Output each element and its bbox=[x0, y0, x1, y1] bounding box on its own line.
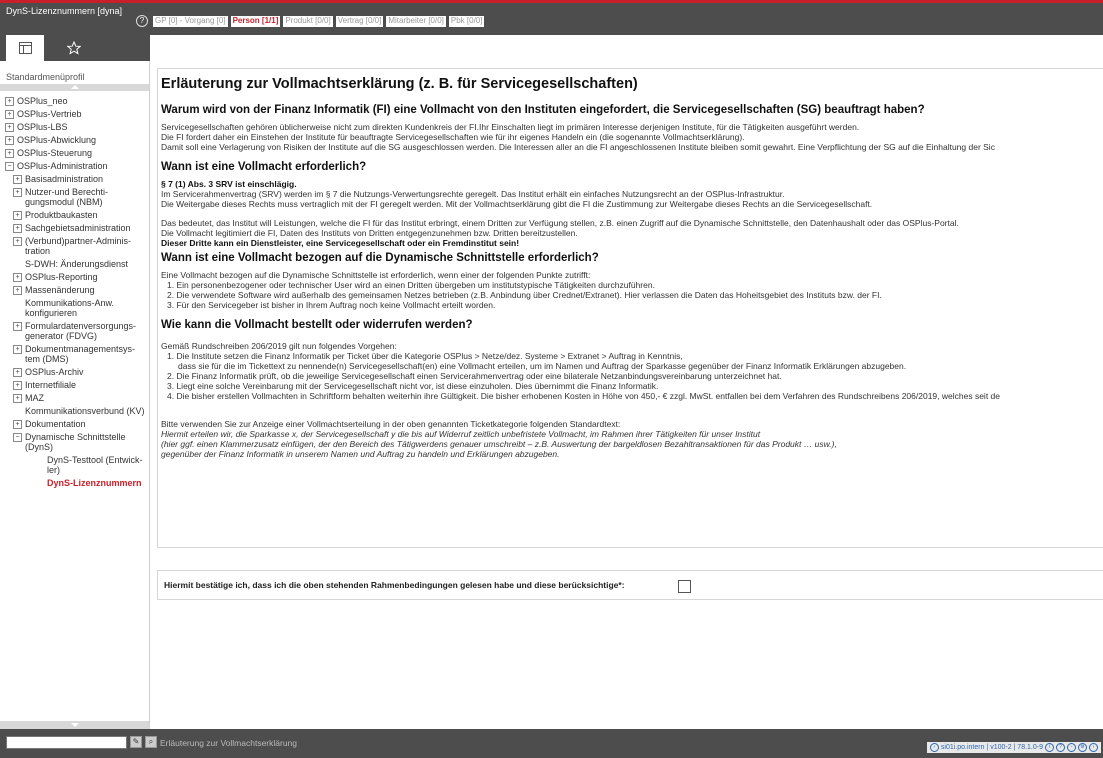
sidebar-item[interactable] bbox=[0, 234, 149, 257]
sidebar-item[interactable] bbox=[0, 404, 149, 417]
sidebar-item-label: S-DWH: Änderungsdienst bbox=[25, 258, 129, 269]
context-tabs bbox=[136, 15, 484, 27]
sidebar-item[interactable] bbox=[0, 133, 149, 146]
sidebar-item[interactable] bbox=[0, 319, 149, 342]
expand-icon[interactable]: + bbox=[5, 110, 14, 119]
system-info-text: si01i.po.intern | v100-2 | 78.1.0-9 bbox=[940, 744, 1043, 751]
confirmation-checkbox[interactable] bbox=[678, 580, 691, 593]
standard-text-intro: Bitte verwenden Sie zur Anzeige einer Vollmachtserteilung in der oben genannten Ticketkategorie folgenden Standardtext: bbox=[161, 419, 621, 429]
sidebar-item-label: Sachgebietsadministration bbox=[25, 222, 131, 233]
sidebar-item-label: OSPlus-Administration bbox=[17, 160, 108, 171]
expand-icon[interactable]: + bbox=[13, 188, 22, 197]
tab-pbk[interactable]: Pbk [0/0] bbox=[450, 15, 483, 25]
info-left-icon[interactable]: ‹ bbox=[930, 743, 939, 752]
info-right-icon[interactable]: › bbox=[1089, 743, 1098, 752]
expand-icon[interactable]: + bbox=[5, 123, 14, 132]
sidebar-item[interactable] bbox=[0, 172, 149, 185]
sidebar-item-label: Nutzer-und Berechti-gungsmodul (NBM) bbox=[25, 186, 109, 207]
info-icon[interactable]: i bbox=[1045, 743, 1054, 752]
sidebar-menu bbox=[0, 92, 149, 489]
sidebar-item-label: Kommunikationsverbund (KV) bbox=[25, 405, 145, 416]
help-icon[interactable]: ? bbox=[1056, 743, 1065, 752]
expand-icon[interactable]: + bbox=[13, 381, 22, 390]
list-item: 1. Die Institute setzen die Finanz Informatik per Ticket über die Kategorie OSPlus > Netze/dez. Systeme > Extranet > Auftrag in Kenntnis, bbox=[167, 351, 683, 361]
paragraph: Die Vollmacht legitimiert die FI, Daten des Instituts von Dritten entgegenzunehmen bzw. Dritten bereitzustellen. bbox=[161, 228, 578, 238]
sidebar-item[interactable] bbox=[0, 296, 149, 319]
list-item: 3. Für den Servicegeber ist bisher in Ihrem Auftrag noch keine Vollmacht erteilt worden. bbox=[167, 300, 496, 310]
sidebar-tabs bbox=[0, 35, 150, 61]
standard-text-line: (hier ggf. einen Klammerzusatz einfügen, der den Bereich des Tätigwerdens genauer umschreibt – z.B. Auswertung der bargeldlosen Bezahltransaktionen für das Produkt … usw.), bbox=[161, 439, 837, 449]
standard-text-line: Hiermit erteilen wir, die Sparkasse x, der Servicegesellschaft y die bis auf Widerruf zeitlich unbefristete Vollmacht, im Rahmen ihrer Tätigkeiten für unser Institut bbox=[161, 429, 761, 439]
search-icon[interactable]: ⌕ bbox=[145, 736, 157, 748]
sidebar-item[interactable] bbox=[0, 453, 149, 476]
sidebar-item[interactable] bbox=[0, 257, 149, 270]
sidebar-item[interactable] bbox=[0, 159, 149, 172]
sidebar-item-label: MAZ bbox=[25, 392, 44, 403]
paragraph: Die Weitergabe dieses Rechts muss vertraglich mit der FI geregelt werden. Mit der Vollmachtserklärung gibt die FI die Zustimmung zur Weitergabe dieses Rechts an die Servicegesellschaft. bbox=[161, 199, 873, 209]
sidebar-item[interactable] bbox=[0, 146, 149, 159]
sidebar-item[interactable] bbox=[0, 476, 149, 489]
sidebar-item-label: OSPlus-LBS bbox=[17, 121, 68, 132]
sidebar-item-label: DynS-Lizenznummern bbox=[47, 477, 142, 488]
edit-icon[interactable]: ✎ bbox=[130, 736, 142, 748]
sidebar-item-label: Basisadministration bbox=[25, 173, 104, 184]
tab-person[interactable]: Person [1/1] bbox=[232, 15, 279, 25]
tab-mitarbeiter[interactable]: Mitarbeiter [0/0] bbox=[388, 15, 444, 25]
list-item: 2. Die verwendete Software wird außerhalb des gemeinsamen Netzes betrieben (z.B. Anbindung über Crednet/Extranet). Hier verlassen die Daten das Hoheitsgebiet des Instituts bzw. der FI. bbox=[167, 290, 882, 300]
sidebar-item[interactable] bbox=[0, 283, 149, 296]
sidebar-item[interactable] bbox=[0, 94, 149, 107]
help-icon[interactable]: ? bbox=[136, 15, 148, 27]
expand-icon[interactable]: + bbox=[13, 368, 22, 377]
confirmation-box bbox=[157, 570, 1103, 600]
sidebar-item-label: Internetfiliale bbox=[25, 379, 77, 390]
page-title: Erläuterung zur Vollmachtserklärung (z. B. für Servicegesellschaften) bbox=[161, 76, 638, 92]
standard-text-line: gegenüber der Finanz Informatik in unserem Namen und Auftrag zu handeln und Erklärungen abzugeben. bbox=[161, 449, 560, 459]
paragraph-bold: Dieser Dritte kann ein Dienstleister, eine Servicegesellschaft oder ein Fremdinstitut sein! bbox=[161, 238, 520, 248]
app-title: DynS-Lizenznummern [dyna] bbox=[6, 6, 123, 16]
expand-icon[interactable]: + bbox=[13, 224, 22, 233]
sidebar-item[interactable] bbox=[0, 430, 149, 453]
sidebar-item-label: Produktbaukasten bbox=[25, 209, 98, 220]
top-toolbar bbox=[0, 3, 1103, 35]
paragraph: Eine Vollmacht bezogen auf die Dynamische Schnittstelle ist erforderlich, wenn einer der folgenden Punkte zutrifft: bbox=[161, 270, 591, 280]
sidebar-item-label: OSPlus-Reporting bbox=[25, 271, 98, 282]
settings-icon[interactable]: ⚙ bbox=[1078, 743, 1087, 752]
expand-icon[interactable]: + bbox=[13, 420, 22, 429]
sidebar-item-label: Formulardatenversorgungs-generator (FDVG) bbox=[25, 320, 137, 341]
menu-profile-label: Standardmenüprofil bbox=[6, 72, 85, 82]
sidebar-item-label: OSPlus_neo bbox=[17, 95, 68, 106]
content-panel bbox=[157, 68, 1103, 548]
sidebar-item[interactable] bbox=[0, 378, 149, 391]
status-page-title: Erläuterung zur Vollmachtserklärung bbox=[160, 738, 298, 748]
menu-tree-icon bbox=[19, 42, 32, 54]
expand-icon[interactable]: + bbox=[13, 322, 22, 331]
status-bar bbox=[0, 729, 1103, 758]
list-item: 1. Ein personenbezogener oder technischer User wird an einen Dritten übergeben um institutstypische Tätigkeiten durchzuführen. bbox=[167, 280, 655, 290]
sidebar-item-label: (Verbund)partner-Adminis-tration bbox=[25, 235, 132, 256]
sidebar-item[interactable] bbox=[0, 391, 149, 404]
section-heading-when: Wann ist eine Vollmacht erforderlich? bbox=[161, 161, 367, 173]
sidebar bbox=[0, 61, 150, 729]
expand-icon[interactable]: + bbox=[13, 211, 22, 220]
sidebar-item[interactable] bbox=[0, 185, 149, 208]
expand-icon[interactable]: + bbox=[13, 175, 22, 184]
expand-icon[interactable]: + bbox=[5, 149, 14, 158]
list-item-continuation: dass sie für die im Tickettext zu nennende(n) Servicegesellschaft(en) eine Vollmacht erteilen, um im Namen und Auftrag der Sparkasse gegenüber der Finanz Informatik Erklärungen abzugeben. bbox=[178, 361, 907, 371]
sidebar-scroll-up[interactable] bbox=[0, 84, 149, 91]
section-heading-dyns: Wann ist eine Vollmacht bezogen auf die Dynamische Schnittstelle erforderlich? bbox=[161, 252, 599, 264]
tab-gp-vorgang[interactable]: GP [0] - Vorgang [0] bbox=[155, 15, 226, 25]
expand-icon[interactable]: + bbox=[5, 136, 14, 145]
section-heading-order: Wie kann die Vollmacht bestellt oder widerrufen werden? bbox=[161, 319, 473, 331]
tab-favorites[interactable] bbox=[55, 35, 93, 61]
expand-icon[interactable]: + bbox=[13, 237, 22, 246]
expand-icon[interactable]: + bbox=[13, 345, 22, 354]
sidebar-item[interactable] bbox=[0, 270, 149, 283]
sidebar-item-label: OSPlus-Vertrieb bbox=[17, 108, 82, 119]
sidebar-item-label: Dokumentation bbox=[25, 418, 86, 429]
paragraph: Das bedeutet, das Institut will Leistungen, welche die FI für das Institut erbringt, einem Dritten zur Verfügung stellen, z.B. einen Zugriff auf die Dynamische Schnittstelle, den Datenhaushalt oder das OSPlus-Portal. bbox=[161, 218, 959, 228]
tab-produkt[interactable]: Produkt [0/0] bbox=[285, 15, 331, 25]
section-heading-why: Warum wird von der Finanz Informatik (FI) eine Vollmacht von den Instituten eingefordert, die Servicegesellschaften (SG) beauftragt haben? bbox=[161, 104, 925, 116]
tab-vertrag[interactable]: Vertrag [0/0] bbox=[337, 15, 382, 25]
sidebar-item[interactable] bbox=[0, 342, 149, 365]
expand-icon[interactable]: + bbox=[13, 286, 22, 295]
paragraph: Servicegesellschaften gehören üblicherweise nicht zum direkten Kundenkreis der FI.Ihr Einschalten liegt im primären Interesse derjenigen Institute, für die Tätigkeiten ausgeführt werden. bbox=[161, 122, 860, 132]
sidebar-item[interactable] bbox=[0, 365, 149, 378]
system-info bbox=[927, 742, 1101, 753]
expand-icon[interactable]: + bbox=[13, 394, 22, 403]
star-icon bbox=[67, 41, 81, 55]
sidebar-item-label: DynS-Testtool (Entwick-ler) bbox=[47, 454, 143, 475]
menu-search-input[interactable] bbox=[6, 736, 127, 749]
paragraph: Damit soll eine Verlagerung von Risiken der Institute auf die SG ausgeschlossen werden. Die Interessen aller an die FI angeschlossenen Institute bleiben somit gewahrt. Eine Verpflichtung der SG auf die Einhaltung der Sic bbox=[161, 142, 995, 152]
collapse-icon[interactable]: − bbox=[13, 433, 22, 442]
sidebar-item[interactable] bbox=[0, 208, 149, 221]
sidebar-item-label: Dokumentmanagementsys-tem (DMS) bbox=[25, 343, 136, 364]
sidebar-item[interactable] bbox=[0, 107, 149, 120]
sidebar-item-label: OSPlus-Abwicklung bbox=[17, 134, 97, 145]
sidebar-item-label: OSPlus-Archiv bbox=[25, 366, 84, 377]
paragraph: Gemäß Rundschreiben 206/2019 gilt nun folgendes Vorgehen: bbox=[161, 341, 397, 351]
expand-icon[interactable]: + bbox=[13, 273, 22, 282]
sidebar-item[interactable] bbox=[0, 120, 149, 133]
paragraph-bold: § 7 (1) Abs. 3 SRV ist einschlägig. bbox=[161, 179, 297, 189]
sidebar-item[interactable] bbox=[0, 417, 149, 430]
expand-icon[interactable]: + bbox=[5, 97, 14, 106]
window-icon[interactable]: ▫ bbox=[1067, 743, 1076, 752]
sidebar-scroll-down[interactable] bbox=[0, 721, 149, 729]
list-item: 3. Liegt eine solche Vereinbarung mit der Servicegesellschaft nicht vor, ist diese einzuholen. Dies übernimmt die Finanz Informatik. bbox=[167, 381, 659, 391]
list-item: 2. Die Finanz Informatik prüft, ob die jeweilige Servicegesellschaft einen Servicerahmenvertrag oder eine bilaterale Netzanbindungsvereinbarung unterzeichnet hat. bbox=[167, 371, 782, 381]
list-item: 4. Die bisher erstellen Vollmachten in Schriftform behalten weiterhin ihre Gültigkeit. Die bisher erhobenen Kosten in Höhe von 450,- € zzgl. MwSt. entfallen bei dem Verfahren des Rundschreibens 206/2019, welches seit de bbox=[167, 391, 1000, 401]
paragraph: Im Servicerahmenvertrag (SRV) werden im § 7 die Nutzungs-Verwertungsrechte geregelt. Das Institut erhält ein einfaches Nutzungsrecht an der OSPlus-Infrastruktur. bbox=[161, 189, 785, 199]
sidebar-item-label: Massenänderung bbox=[25, 284, 95, 295]
collapse-icon[interactable]: − bbox=[5, 162, 14, 171]
paragraph: Die FI fordert daher ein Einstehen der Institute für beauftragte Servicegesellschaften wie für ihr eigenes Handeln ein (die sogenannte Vollmachtserklärung). bbox=[161, 132, 745, 142]
confirmation-label: Hiermit bestätige ich, dass ich die oben stehenden Rahmenbedingungen gelesen habe und diese berücksichtige*: bbox=[164, 580, 625, 590]
sidebar-item-label: OSPlus-Steuerung bbox=[17, 147, 93, 158]
sidebar-item-label: Kommunikations-Anw. konfigurieren bbox=[25, 297, 115, 318]
sidebar-item[interactable] bbox=[0, 221, 149, 234]
sidebar-item-label: Dynamische Schnittstelle (DynS) bbox=[25, 431, 126, 452]
tab-menu[interactable] bbox=[6, 35, 44, 61]
